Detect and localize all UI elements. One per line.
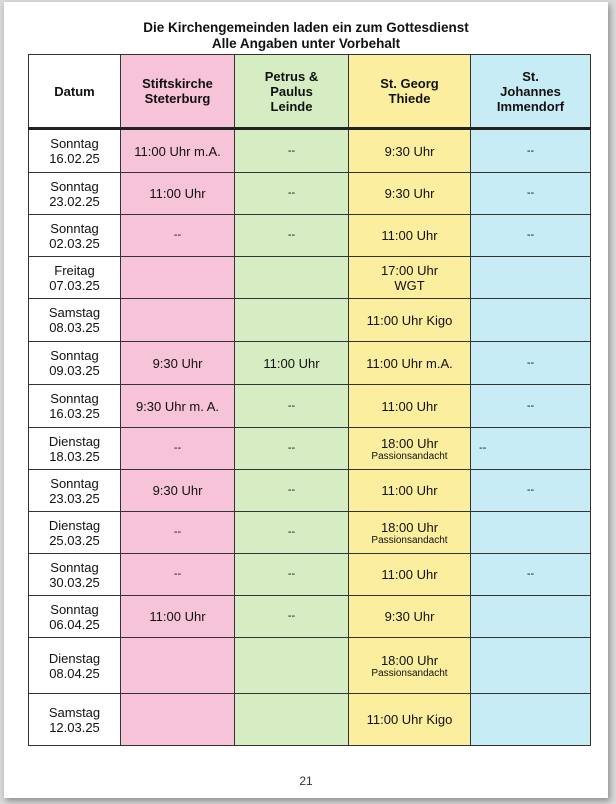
date-cell: Dienstag 25.03.25 — [29, 512, 121, 554]
petrus-paulus-cell — [235, 257, 349, 299]
petrus-paulus-cell: -- — [235, 554, 349, 596]
table-header-row — [29, 55, 591, 129]
header-st-johannes: St. Johannes Immendorf — [471, 55, 591, 129]
stiftskirche-cell: 9:30 Uhr m. A. — [121, 385, 235, 428]
table-row — [29, 129, 591, 173]
petrus-paulus-cell: -- — [235, 215, 349, 257]
petrus-paulus-cell: -- — [235, 173, 349, 215]
table-row — [29, 470, 591, 512]
stiftskirche-cell — [121, 257, 235, 299]
date-cell: Sonntag 16.02.25 — [29, 129, 121, 173]
stiftskirche-cell: -- — [121, 215, 235, 257]
st-johannes-cell — [471, 638, 591, 694]
date-cell: Sonntag 09.03.25 — [29, 342, 121, 385]
date-cell: Sonntag 23.03.25 — [29, 470, 121, 512]
st-georg-cell: 11:00 Uhr Kigo — [349, 694, 471, 746]
service-note: Passionsandacht — [371, 450, 448, 462]
st-johannes-cell — [471, 299, 591, 342]
service-time: 18:00 Uhr — [380, 519, 439, 535]
date-cell: Sonntag 23.02.25 — [29, 173, 121, 215]
st-georg-cell: 9:30 Uhr — [349, 173, 471, 215]
date-cell: Samstag 08.03.25 — [29, 299, 121, 342]
st-johannes-cell: -- — [471, 554, 591, 596]
stiftskirche-cell: -- — [121, 512, 235, 554]
date-cell: Sonntag 16.03.25 — [29, 385, 121, 428]
st-johannes-cell — [471, 512, 591, 554]
table-row — [29, 173, 591, 215]
st-johannes-cell: -- — [471, 428, 591, 470]
stiftskirche-cell — [121, 694, 235, 746]
petrus-paulus-cell — [235, 299, 349, 342]
header-st-georg: St. Georg Thiede — [349, 55, 471, 129]
petrus-paulus-cell: -- — [235, 129, 349, 173]
st-georg-cell — [349, 638, 471, 694]
stiftskirche-cell: 11:00 Uhr — [121, 596, 235, 638]
st-johannes-cell — [471, 257, 591, 299]
st-johannes-cell — [471, 694, 591, 746]
petrus-paulus-cell: -- — [235, 470, 349, 512]
date-cell: Dienstag 18.03.25 — [29, 428, 121, 470]
st-johannes-cell: -- — [471, 129, 591, 173]
service-note: Passionsandacht — [371, 534, 448, 546]
stiftskirche-cell: 11:00 Uhr m.A. — [121, 129, 235, 173]
table-row — [29, 428, 591, 470]
stiftskirche-cell: 11:00 Uhr — [121, 173, 235, 215]
date-cell: Freitag 07.03.25 — [29, 257, 121, 299]
petrus-paulus-cell: -- — [235, 385, 349, 428]
table-row — [29, 342, 591, 385]
st-johannes-cell: -- — [471, 173, 591, 215]
stiftskirche-cell: 9:30 Uhr — [121, 470, 235, 512]
table-row — [29, 512, 591, 554]
date-cell: Sonntag 02.03.25 — [29, 215, 121, 257]
document-page — [4, 2, 608, 798]
table-row — [29, 554, 591, 596]
petrus-paulus-cell: -- — [235, 596, 349, 638]
st-georg-cell: 11:00 Uhr Kigo — [349, 299, 471, 342]
petrus-paulus-cell: 11:00 Uhr — [235, 342, 349, 385]
date-cell: Sonntag 06.04.25 — [29, 596, 121, 638]
header-datum: Datum — [29, 55, 121, 129]
st-georg-cell: 9:30 Uhr — [349, 129, 471, 173]
service-time: 18:00 Uhr — [380, 652, 439, 668]
table-row — [29, 385, 591, 428]
stiftskirche-cell: -- — [121, 554, 235, 596]
st-johannes-cell — [471, 596, 591, 638]
st-georg-cell: 11:00 Uhr — [349, 385, 471, 428]
table-row — [29, 694, 591, 746]
schedule-body — [29, 129, 591, 746]
stiftskirche-cell: -- — [121, 428, 235, 470]
schedule-table — [28, 54, 591, 746]
st-georg-cell: 11:00 Uhr — [349, 470, 471, 512]
table-row — [29, 299, 591, 342]
service-note: Passionsandacht — [371, 667, 448, 679]
service-time: 18:00 Uhr — [380, 435, 439, 451]
st-georg-cell: 11:00 Uhr — [349, 215, 471, 257]
petrus-paulus-cell — [235, 638, 349, 694]
table-row — [29, 257, 591, 299]
date-cell: Samstag 12.03.25 — [29, 694, 121, 746]
st-georg-cell: 11:00 Uhr m.A. — [349, 342, 471, 385]
date-cell: Sonntag 30.03.25 — [29, 554, 121, 596]
page-title: Die Kirchengemeinden laden ein zum Gottesdienst — [143, 20, 469, 35]
stiftskirche-cell — [121, 638, 235, 694]
table-row — [29, 215, 591, 257]
header-petrus-paulus: Petrus & Paulus Leinde — [235, 55, 349, 129]
page-number: 21 — [299, 774, 313, 788]
page-subtitle: Alle Angaben unter Vorbehalt — [211, 36, 401, 51]
st-johannes-cell: -- — [471, 470, 591, 512]
st-johannes-cell: -- — [471, 215, 591, 257]
st-georg-cell — [349, 512, 471, 554]
st-georg-cell — [349, 428, 471, 470]
header-stiftskirche: Stiftskirche Steterburg — [121, 55, 235, 129]
st-johannes-cell: -- — [471, 342, 591, 385]
date-cell: Dienstag 08.04.25 — [29, 638, 121, 694]
table-row — [29, 596, 591, 638]
petrus-paulus-cell: -- — [235, 428, 349, 470]
petrus-paulus-cell — [235, 694, 349, 746]
st-georg-cell: 17:00 Uhr WGT — [349, 257, 471, 299]
table-row — [29, 638, 591, 694]
st-georg-cell: 9:30 Uhr — [349, 596, 471, 638]
st-johannes-cell: -- — [471, 385, 591, 428]
stiftskirche-cell — [121, 299, 235, 342]
petrus-paulus-cell: -- — [235, 512, 349, 554]
st-georg-cell: 11:00 Uhr — [349, 554, 471, 596]
stiftskirche-cell: 9:30 Uhr — [121, 342, 235, 385]
